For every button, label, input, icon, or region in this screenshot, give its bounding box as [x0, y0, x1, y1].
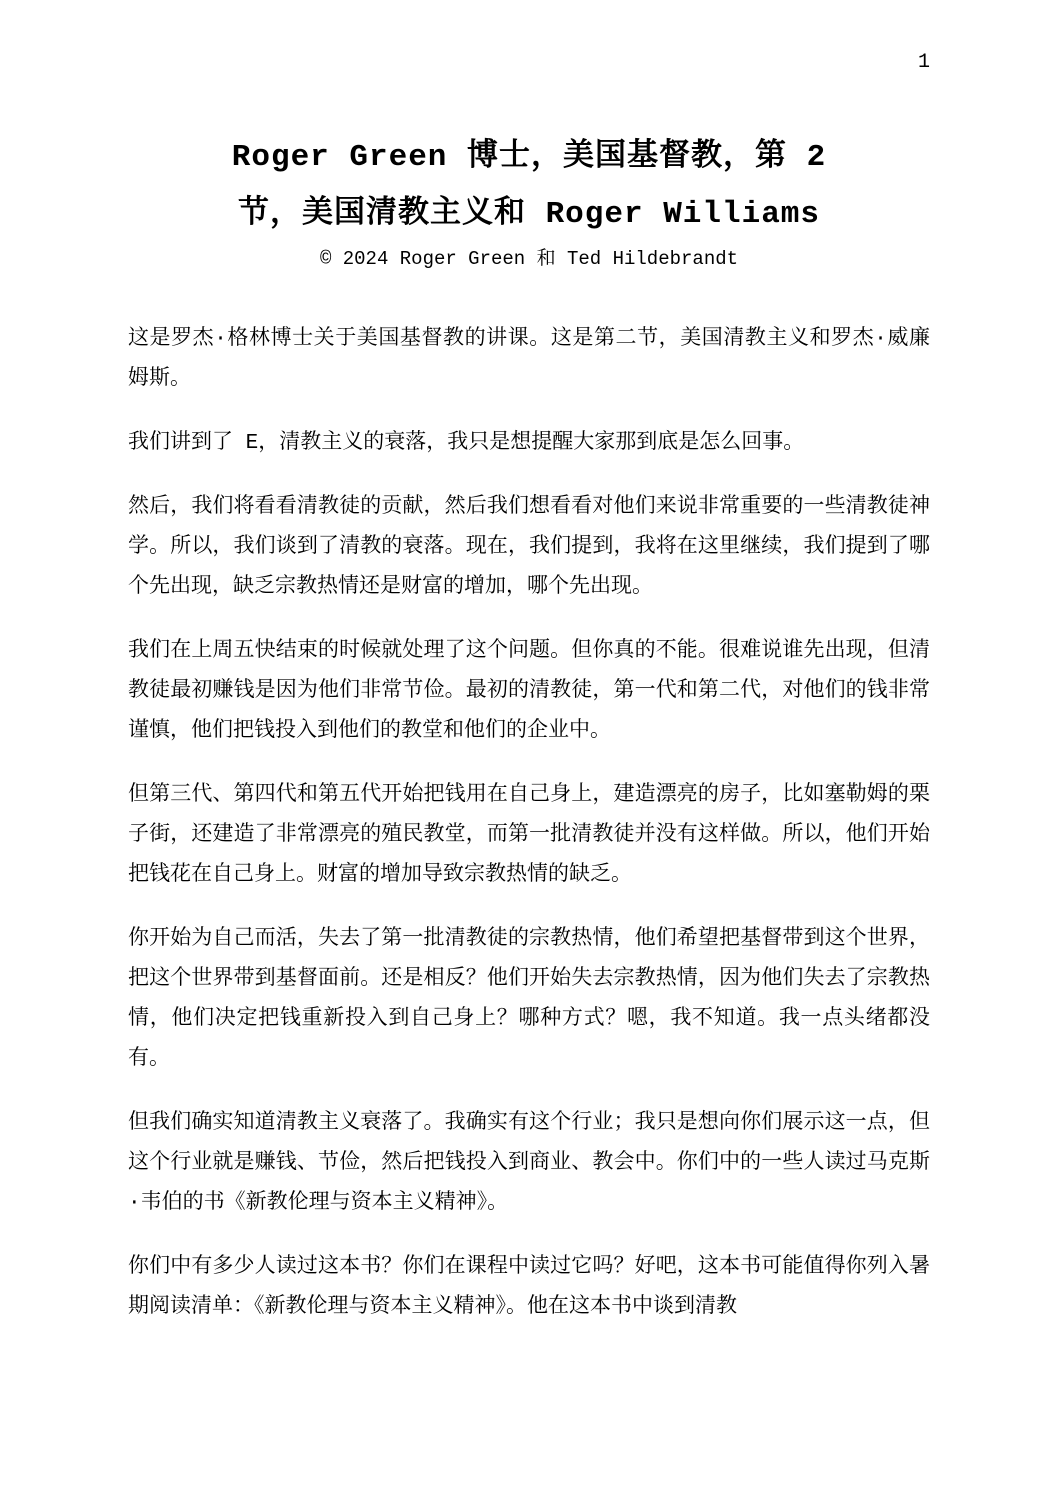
title-line-1: Roger Green 博士，美国基督教，第 2	[231, 140, 827, 175]
paragraph-5: 但第三代、第四代和第五代开始把钱用在自己身上，建造漂亮的房子，比如塞勒姆的栗子街，还建造了非常漂亮的殖民教堂，而第一批清教徒并没有这样做。所以，他们开始把钱花在自己身上。财富的增加导致宗教热情的缺乏。	[128, 784, 930, 887]
paragraph-2: 我们讲到了 E，清教主义的衰落，我只是想提醒大家那到底是怎么回事。	[128, 432, 805, 455]
paragraph-8: 你们中有多少人读过这本书？你们在课程中读过它吗？好吧，这本书可能值得你列入暑期阅读清单：《新教伦理与资本主义精神》。他在这本书中谈到清教	[128, 1256, 930, 1319]
paragraph-6: 你开始为自己而活，失去了第一批清教徒的宗教热情，他们希望把基督带到这个世界，把这个世界带到基督面前。还是相反？他们开始失去宗教热情，因为他们失去了宗教热情，他们决定把钱重新投入到自己身上？哪种方式？嗯，我不知道。我一点头绪都没有。	[128, 928, 930, 1071]
paragraph-1: 这是罗杰·格林博士关于美国基督教的讲课。这是第二节，美国清教主义和罗杰·威廉姆斯。	[128, 328, 930, 391]
paragraph-3: 然后，我们将看看清教徒的贡献，然后我们想看看对他们来说非常重要的一些清教徒神学。所以，我们谈到了清教的衰落。现在，我们提到，我将在这里继续，我们提到了哪个先出现，缺乏宗教热情还是财富的增加，哪个先出现。	[128, 496, 930, 599]
paragraph-4: 我们在上周五快结束的时候就处理了这个问题。但你真的不能。很难说谁先出现，但清教徒最初赚钱是因为他们非常节俭。最初的清教徒，第一代和第二代，对他们的钱非常谨慎，他们把钱投入到他们的教堂和他们的企业中。	[128, 640, 930, 743]
document-title	[128, 129, 930, 243]
page-number: 1	[917, 51, 930, 74]
document-body	[128, 320, 930, 1328]
title-line-2: 节，美国清教主义和 Roger Williams	[237, 197, 821, 232]
paragraph-7: 但我们确实知道清教主义衰落了。我确实有这个行业；我只是想向你们展示这一点，但这个行业就是赚钱、节俭，然后把钱投入到商业、教会中。你们中的一些人读过马克斯·韦伯的书《新教伦理与资本主义精神》。	[128, 1112, 930, 1215]
copyright-line: © 2024 Roger Green 和 Ted Hildebrandt	[319, 248, 739, 270]
